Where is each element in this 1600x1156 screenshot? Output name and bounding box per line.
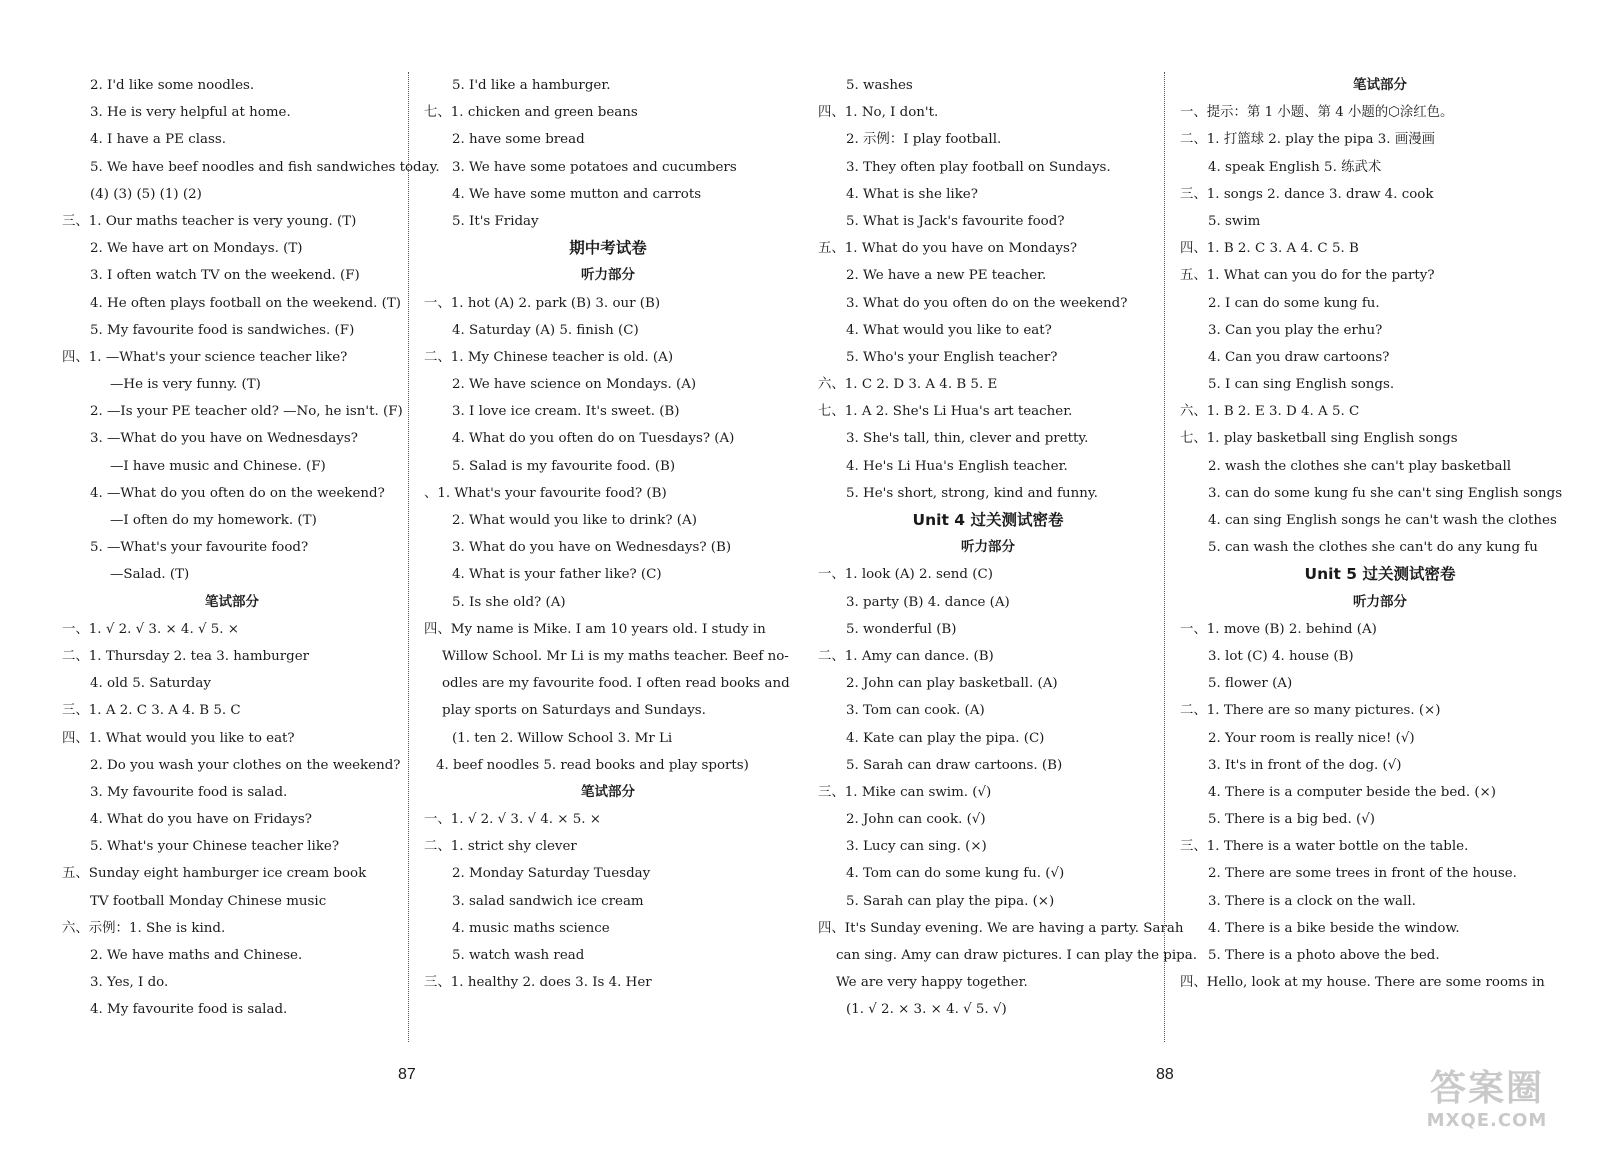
- answer-line: —I often do my homework. (T): [110, 513, 317, 528]
- answer-line: odles are my favourite food. I often read books and: [442, 676, 790, 692]
- answer-line: 四、1. What would you like to eat?: [62, 730, 295, 746]
- answer-column-2: [424, 72, 792, 996]
- answer-line: 二、1. Thursday 2. tea 3. hamburger: [62, 648, 310, 664]
- answer-line: 5. My favourite food is sandwiches. (F): [90, 322, 355, 338]
- column-divider: [1164, 72, 1165, 1042]
- answer-line: 4. What do you have on Fridays?: [90, 812, 312, 828]
- answer-line: 二、1. Amy can dance. (B): [818, 648, 994, 664]
- answer-line: 5. I'd like a hamburger.: [452, 78, 611, 93]
- answer-line: 2. We have science on Mondays. (A): [452, 377, 697, 393]
- answer-line: 5. watch wash read: [452, 948, 585, 963]
- answer-column-3: [818, 72, 1197, 1024]
- answer-line: 三、1. songs 2. dance 3. draw 4. cook: [1180, 186, 1434, 202]
- answer-line: 3. —What do you have on Wednesdays?: [90, 431, 358, 447]
- answer-line: 4. My favourite food is salad.: [90, 1002, 288, 1018]
- answer-line: 2. I can do some kung fu.: [1208, 295, 1380, 311]
- answer-line: 4. speak English 5. 练武术: [1208, 159, 1382, 175]
- answer-line: 3. He is very helpful at home.: [90, 105, 291, 121]
- section-heading: 听力部分: [961, 539, 1015, 556]
- answer-line: 3. lot (C) 4. house (B): [1208, 648, 1354, 664]
- answer-line: 二、1. strict shy clever: [424, 839, 577, 855]
- answer-line: 4. What is your father like? (C): [452, 567, 662, 583]
- answer-line: 3. I often watch TV on the weekend. (F): [90, 268, 360, 284]
- answer-line: 5. Is she old? (A): [452, 594, 566, 610]
- answer-line: 七、1. play basketball sing English songs: [1180, 431, 1458, 447]
- answer-line: 五、1. What do you have on Mondays?: [818, 241, 1078, 257]
- answer-line: 2. What would you like to drink? (A): [452, 513, 697, 528]
- answer-line: 4. music maths science: [452, 920, 610, 936]
- answer-line: 4. There is a bike beside the window.: [1208, 920, 1460, 936]
- answer-line: 一、1. hot (A) 2. park (B) 3. our (B): [424, 295, 661, 311]
- answer-line: 3. I love ice cream. It's sweet. (B): [452, 404, 680, 420]
- section-heading: 笔试部分: [581, 783, 635, 800]
- section-heading: Unit 5 过关测试密卷: [1304, 565, 1456, 584]
- answer-line: 5. What is Jack's favourite food?: [846, 213, 1065, 229]
- answer-line: 七、1. A 2. She's Li Hua's art teacher.: [818, 404, 1073, 420]
- answer-line: 4. What do you often do on Tuesdays? (A): [452, 431, 735, 447]
- answer-line: 4. Tom can do some kung fu. (√): [846, 866, 1065, 882]
- section-heading: 听力部分: [1353, 593, 1407, 610]
- answer-line: 5. There is a photo above the bed.: [1208, 948, 1440, 963]
- answer-line: —He is very funny. (T): [110, 377, 261, 393]
- answer-column-1: [62, 72, 440, 1024]
- answer-line: 二、1. My Chinese teacher is old. (A): [424, 349, 674, 365]
- answer-line: 六、示例：1. She is kind.: [62, 920, 226, 936]
- answer-line: —Salad. (T): [110, 567, 190, 583]
- answer-line: TV football Monday Chinese music: [90, 893, 327, 909]
- answer-line: 2. There are some trees in front of the house.: [1208, 866, 1517, 882]
- answer-line: 3. Lucy can sing. (×): [846, 839, 987, 855]
- answer-line: 5. Who's your English teacher?: [846, 349, 1058, 365]
- section-heading: Unit 4 过关测试密卷: [912, 511, 1064, 529]
- answer-line: 一、1. move (B) 2. behind (A): [1180, 621, 1377, 637]
- answer-line: can sing. Amy can draw pictures. I can play the pipa.: [836, 948, 1197, 963]
- answer-line: 5. can wash the clothes she can't do any kung fu: [1208, 540, 1538, 556]
- answer-line: 5. washes: [846, 78, 913, 93]
- answer-line: 3. What do you have on Wednesdays? (B): [452, 540, 732, 556]
- section-heading: 笔试部分: [205, 593, 259, 610]
- section-heading: 笔试部分: [1353, 77, 1407, 93]
- answer-line: 5. flower (A): [1208, 676, 1293, 692]
- answer-line: 4. He's Li Hua's English teacher.: [846, 458, 1068, 474]
- answer-line: 四、It's Sunday evening. We are having a party. Sarah: [818, 920, 1184, 936]
- answer-line: 2. wash the clothes she can't play basketball: [1208, 458, 1512, 474]
- answer-line: (4) (3) (5) (1) (2): [90, 186, 202, 202]
- answer-line: 5. There is a big bed. (√): [1208, 812, 1375, 828]
- answer-line: 4. can sing English songs he can't wash the clothes: [1208, 513, 1557, 528]
- answer-line: 、1. What's your favourite food? (B): [424, 485, 667, 501]
- section-heading: 期中考试卷: [569, 239, 647, 258]
- answer-line: 一、1. √ 2. √ 3. × 4. √ 5. ×: [62, 621, 240, 637]
- answer-line: 2. I'd like some noodles.: [90, 78, 255, 93]
- answer-line: —I have music and Chinese. (F): [110, 458, 326, 474]
- answer-line: (1. ten 2. Willow School 3. Mr Li: [452, 730, 673, 746]
- answer-line: 3. They often play football on Sundays.: [846, 159, 1111, 175]
- answer-line: 4. Saturday (A) 5. finish (C): [452, 322, 639, 338]
- answer-line: 5. I can sing English songs.: [1208, 377, 1395, 393]
- answer-line: We are very happy together.: [836, 975, 1028, 991]
- answer-line: play sports on Saturdays and Sundays.: [442, 703, 706, 719]
- answer-line: 5. It's Friday: [452, 213, 539, 229]
- answer-line: 三、1. A 2. C 3. A 4. B 5. C: [62, 703, 241, 719]
- answer-line: 2. We have maths and Chinese.: [90, 948, 303, 963]
- answer-line: 三、1. There is a water bottle on the table.: [1180, 839, 1469, 855]
- answer-line: Willow School. Mr Li is my maths teacher. Beef no-: [442, 648, 789, 664]
- answer-line: 4. Kate can play the pipa. (C): [846, 730, 1045, 746]
- answer-line: 2. —Is your PE teacher old? —No, he isn't. (F): [90, 404, 403, 420]
- watermark-text: 答案圈: [1429, 1068, 1544, 1109]
- answer-line: 五、Sunday eight hamburger ice cream book: [62, 866, 367, 882]
- answer-line: 4. He often plays football on the weekend. (T): [90, 295, 402, 311]
- answer-line: 五、1. What can you do for the party?: [1180, 268, 1435, 284]
- answer-line: 5. —What's your favourite food?: [90, 540, 309, 556]
- answer-line: 2. 示例：I play football.: [846, 132, 1002, 148]
- answer-line: 4. Can you draw cartoons?: [1208, 349, 1390, 365]
- answer-line: 2. Monday Saturday Tuesday: [452, 866, 651, 882]
- answer-line: 5. wonderful (B): [846, 621, 957, 637]
- answer-line: 3. Tom can cook. (A): [846, 703, 985, 719]
- answer-line: 一、1. √ 2. √ 3. √ 4. × 5. ×: [424, 812, 602, 828]
- answer-line: 2. We have a new PE teacher.: [846, 268, 1047, 284]
- answer-line: 三、1. healthy 2. does 3. Is 4. Her: [424, 975, 652, 991]
- answer-line: 3. Yes, I do.: [90, 975, 169, 991]
- watermark-url: MXQE.COM: [1426, 1110, 1548, 1131]
- answer-line: 4. We have some mutton and carrots: [452, 186, 702, 202]
- answer-line: 4. old 5. Saturday: [90, 676, 211, 692]
- page-number-right: 88: [1156, 1066, 1174, 1083]
- answer-line: 5. He's short, strong, kind and funny.: [846, 485, 1098, 501]
- answer-line: 3. What do you often do on the weekend?: [846, 295, 1128, 311]
- answer-line: (1. √ 2. × 3. × 4. √ 5. √): [846, 1002, 1007, 1018]
- section-heading: 听力部分: [581, 267, 635, 284]
- answer-line: 2. Your room is really nice! (√): [1208, 730, 1415, 746]
- answer-line: 四、1. —What's your science teacher like?: [62, 349, 348, 365]
- answer-line: 5. Sarah can play the pipa. (×): [846, 893, 1055, 909]
- answer-line: 三、1. Our maths teacher is very young. (T): [62, 213, 357, 229]
- page-number-left: 87: [398, 1066, 416, 1083]
- answer-line: 2. Do you wash your clothes on the weekend?: [90, 757, 401, 773]
- answer-line: 4. I have a PE class.: [90, 132, 226, 148]
- watermark-logo: [1412, 1068, 1562, 1138]
- answer-line: 三、1. Mike can swim. (√): [818, 784, 992, 800]
- answer-line: 5. We have beef noodles and fish sandwiches today.: [90, 159, 440, 175]
- answer-line: 4. What is she like?: [846, 186, 978, 202]
- answer-line: 一、1. look (A) 2. send (C): [818, 567, 993, 583]
- answer-line: 3. It's in front of the dog. (√): [1208, 757, 1402, 773]
- answer-line: 2. John can cook. (√): [846, 812, 986, 828]
- answer-line: 3. We have some potatoes and cucumbers: [452, 159, 737, 175]
- answer-line: 5. What's your Chinese teacher like?: [90, 839, 340, 855]
- answer-line: 2. have some bread: [452, 132, 585, 148]
- answer-line: 4. There is a computer beside the bed. (×): [1208, 784, 1497, 800]
- answer-line: 六、1. C 2. D 3. A 4. B 5. E: [818, 377, 998, 393]
- answer-line: 四、Hello, look at my house. There are some rooms in: [1180, 975, 1545, 991]
- answer-line: 3. can do some kung fu she can't sing English songs: [1208, 485, 1563, 501]
- answer-line: 5. Salad is my favourite food. (B): [452, 458, 676, 474]
- answer-line: 七、1. chicken and green beans: [424, 105, 638, 121]
- answer-line: 六、1. B 2. E 3. D 4. A 5. C: [1180, 404, 1360, 420]
- answer-line: 5. Sarah can draw cartoons. (B): [846, 757, 1063, 773]
- answer-line: 4. beef noodles 5. read books and play sports): [436, 757, 749, 773]
- answer-line: 四、1. B 2. C 3. A 4. C 5. B: [1180, 241, 1359, 257]
- answer-line: 3. salad sandwich ice cream: [452, 893, 644, 909]
- answer-column-4: [1180, 72, 1580, 996]
- answer-line: 四、My name is Mike. I am 10 years old. I study in: [424, 621, 766, 637]
- answer-line: 一、提示：第 1 小题、第 4 小题的⬡涂红色。: [1180, 105, 1454, 121]
- answer-line: 4. What would you like to eat?: [846, 322, 1052, 338]
- column-divider: [408, 72, 409, 1042]
- answer-line: 3. Can you play the erhu?: [1208, 322, 1383, 338]
- answer-line: 3. party (B) 4. dance (A): [846, 594, 1010, 610]
- answer-line: 5. swim: [1208, 213, 1261, 229]
- answer-line: 3. There is a clock on the wall.: [1208, 893, 1416, 909]
- answer-line: 四、1. No, I don't.: [818, 105, 939, 121]
- answer-line: 4. —What do you often do on the weekend?: [90, 485, 385, 501]
- answer-line: 2. We have art on Mondays. (T): [90, 241, 303, 257]
- answer-line: 二、1. There are so many pictures. (×): [1180, 703, 1441, 719]
- answer-line: 3. She's tall, thin, clever and pretty.: [846, 431, 1089, 447]
- answer-line: 3. My favourite food is salad.: [90, 784, 288, 800]
- answer-line: 2. John can play basketball. (A): [846, 676, 1058, 692]
- answer-line: 二、1. 打篮球 2. play the pipa 3. 画漫画: [1180, 132, 1435, 148]
